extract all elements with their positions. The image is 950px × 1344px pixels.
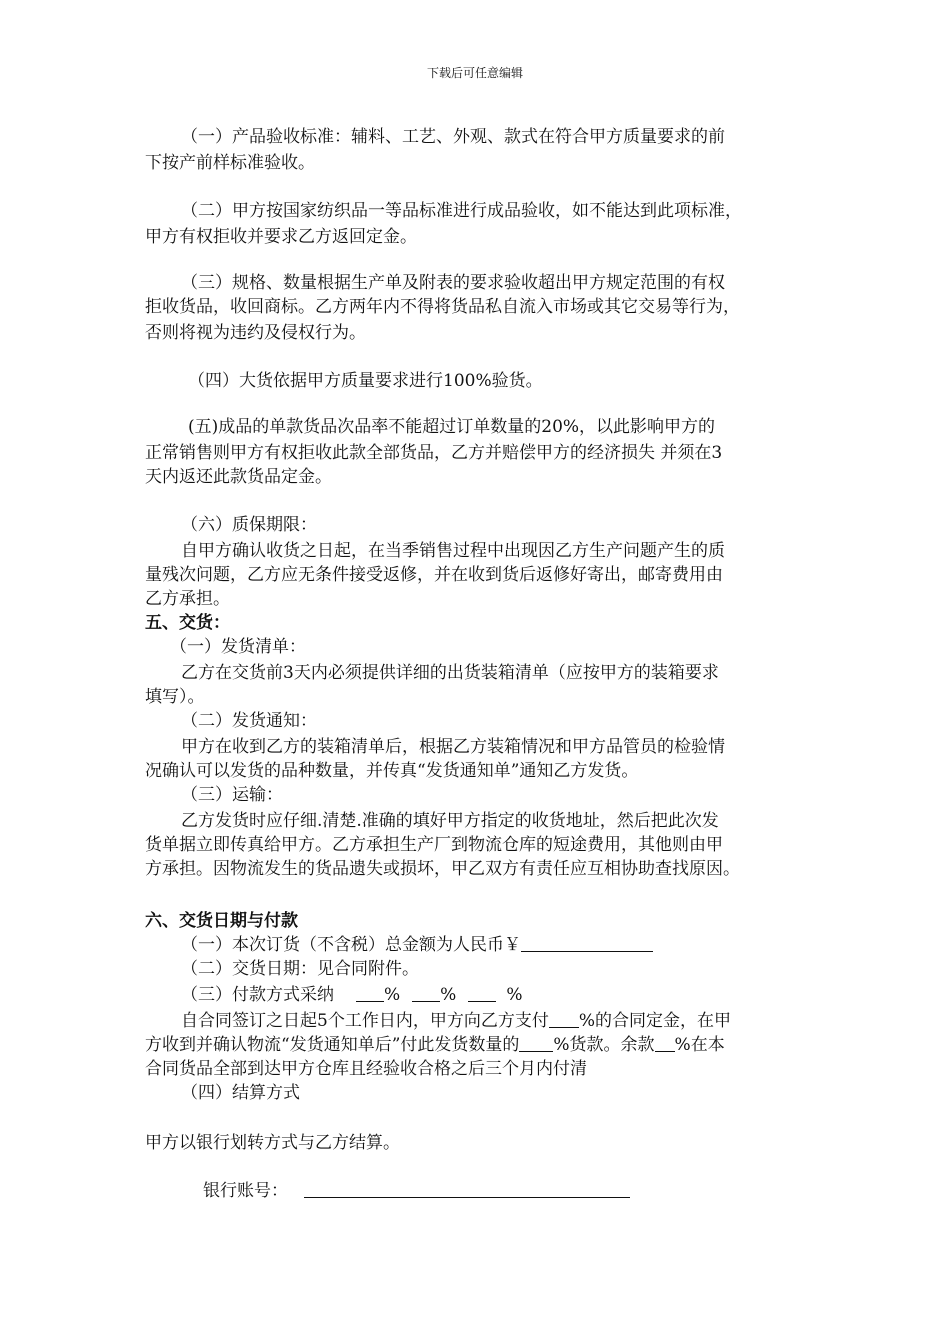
item3-line2: 拒收货品，收回商标。乙方两年内不得将货品私自流入市场或其它交易等行为， bbox=[145, 297, 740, 317]
payment-text-d: %货款。余款 bbox=[553, 1035, 655, 1055]
item2-line2: 甲方有权拒收并要求乙方返回定金。 bbox=[145, 227, 417, 247]
pct-sign-2: % bbox=[440, 985, 457, 1005]
sub3-line1: 乙方发货时应仔细.清楚.准确的填好甲方指定的收货地址，然后把此次发 bbox=[181, 811, 719, 831]
sub3-title: （三）运输： bbox=[181, 785, 283, 805]
item2-line1: （二）甲方按国家纺织品一等品标准进行成品验收，如不能达到此项标准， bbox=[181, 201, 742, 221]
deposit-pct-blank[interactable] bbox=[549, 1011, 579, 1028]
payment-pct-blank-2[interactable] bbox=[412, 985, 440, 1002]
sub3-line2: 货单据立即传真给甲方。乙方承担生产厂到物流仓库的短途费用，其他则由甲 bbox=[145, 835, 723, 855]
item5-line2: 正常销售则甲方有权拒收此款全部货品，乙方并赔偿甲方的经济损失 并须在3 bbox=[145, 443, 723, 463]
sub2-title: （二）发货通知： bbox=[181, 711, 317, 731]
delivery-date-line: （二）交货日期：见合同附件。 bbox=[181, 959, 419, 979]
pct-sign-3: % bbox=[506, 985, 523, 1005]
pct-sign-1: % bbox=[384, 985, 401, 1005]
sub1-line1: 乙方在交货前3天内必须提供详细的出货装箱清单（应按甲方的装箱要求 bbox=[181, 663, 719, 683]
sub2-line1: 甲方在收到乙方的装箱清单后，根据乙方装箱情况和甲方品管员的检验情 bbox=[181, 737, 725, 757]
payment-text-a: 自合同签订之日起5个工作日内，甲方向乙方支付 bbox=[181, 1011, 549, 1031]
section-6-title: 六、交货日期与付款 bbox=[145, 911, 298, 931]
item6-line2: 量残次问题，乙方应无条件接受返修，并在收到货后返修好寄出，邮寄费用由 bbox=[145, 565, 723, 585]
payment-line-2 bbox=[145, 1034, 725, 1056]
total-amount-label: （一）本次订货（不含税）总金额为人民币￥ bbox=[181, 935, 521, 955]
item4-line1: （四）大货依据甲方质量要求进行100%验货。 bbox=[188, 371, 543, 391]
settlement-method-title: （四）结算方式 bbox=[181, 1083, 300, 1103]
item3-line1: （三）规格、数量根据生产单及附表的要求验收超出甲方规定范围的有权 bbox=[181, 273, 725, 293]
payment-line-1 bbox=[181, 1010, 731, 1032]
goods-pct-blank[interactable] bbox=[519, 1035, 553, 1052]
item5-line3: 天内返还此款货品定金。 bbox=[145, 467, 332, 487]
item5-line1: (五)成品的单款货品次品率不能超过订单数量的20%，以此影响甲方的 bbox=[188, 417, 716, 437]
bank-account-blank[interactable] bbox=[304, 1181, 630, 1198]
item3-line3: 否则将视为违约及侵权行为。 bbox=[145, 323, 366, 343]
item6-line1: 自甲方确认收货之日起，在当季销售过程中出现因乙方生产问题产生的质 bbox=[181, 541, 725, 561]
sub1-line2: 填写）。 bbox=[145, 687, 205, 707]
item6-line3: 乙方承担。 bbox=[145, 589, 230, 609]
sub2-line2: 况确认可以发货的品种数量，并传真“发货通知单”通知乙方发货。 bbox=[145, 761, 639, 781]
item1-line1: （一）产品验收标准：辅料、工艺、外观、款式在符合甲方质量要求的前 bbox=[181, 127, 725, 147]
payment-pct-blank-1[interactable] bbox=[356, 985, 384, 1002]
page-header-note: 下载后可任意编辑 bbox=[426, 66, 523, 80]
payment-text-e: %在本 bbox=[674, 1035, 725, 1055]
payment-text-c: 方收到并确认物流“发货通知单后”付此发货数量的 bbox=[145, 1035, 520, 1055]
settlement-text: 甲方以银行划转方式与乙方结算。 bbox=[145, 1133, 400, 1153]
item6-title: （六）质保期限： bbox=[181, 515, 317, 535]
payment-method-label: （三）付款方式采纳 bbox=[181, 985, 334, 1005]
payment-text-b: %的合同定金，在甲 bbox=[578, 1011, 731, 1031]
bank-account-line bbox=[203, 1180, 630, 1202]
total-amount-blank[interactable] bbox=[521, 935, 653, 952]
sub3-line3: 方承担。因物流发生的货品遗失或损坏，甲乙双方有责任应互相协助查找原因。 bbox=[145, 859, 740, 879]
payment-pct-blank-3[interactable] bbox=[468, 985, 496, 1002]
balance-pct-blank[interactable] bbox=[655, 1035, 675, 1052]
total-amount-line bbox=[181, 934, 653, 956]
bank-account-label: 银行账号： bbox=[203, 1181, 288, 1201]
item1-line2: 下按产前样标准验收。 bbox=[145, 153, 315, 173]
sub1-title: （一）发货清单： bbox=[170, 637, 306, 657]
payment-method-line bbox=[181, 984, 522, 1006]
payment-line-3: 合同货品全部到达甲方仓库且经验收合格之后三个月内付清 bbox=[145, 1059, 587, 1079]
section-5-title: 五、交货： bbox=[145, 613, 230, 633]
